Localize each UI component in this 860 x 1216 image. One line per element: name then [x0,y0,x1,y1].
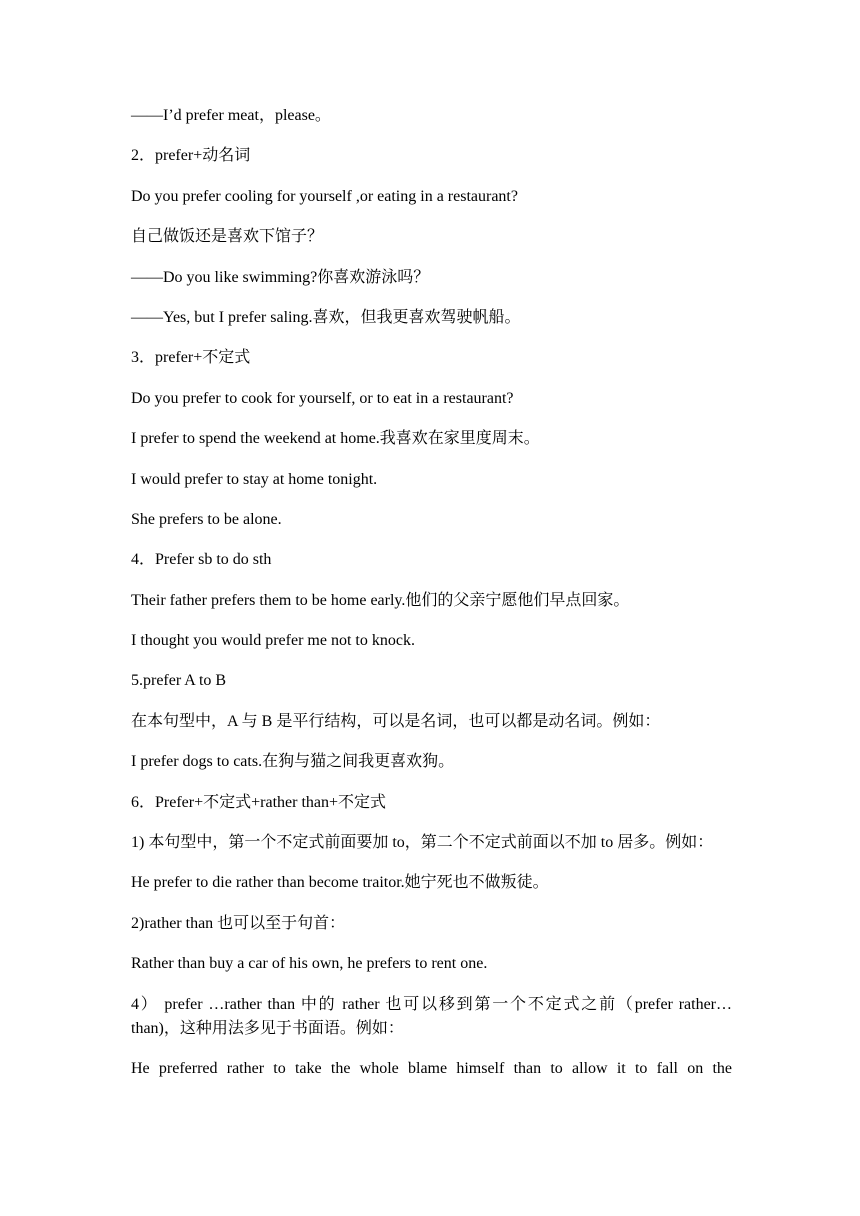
example-sentence: He prefer to die rather than become traitor.她宁死也不做叛徒。 [131,874,549,892]
document-body [131,104,732,1097]
dialogue-line: ——Yes, but I prefer saling.喜欢，但我更喜欢驾驶帆船。 [131,308,521,326]
example-sentence: Rather than buy a car of his own, he prefers to rent one. [131,955,488,973]
translation-line: 自己做饭还是喜欢下馆子？ [131,228,324,246]
explanation-paragraph: 1) 本句型中，第一个不定式前面要加 to，第二个不定式前面以不加 to 居多。例如： [131,834,714,852]
explanation-line: 在本句型中，A 与 B 是平行结构，可以是名词，也可以都是动名词。例如： [131,712,661,730]
example-sentence: He preferred rather to take the whole blame himself than to allow it to fall on the [131,1059,732,1077]
explanation-line: 2)rather than 也可以至于句首： [131,914,346,932]
dialogue-line: ——I’d prefer meat，please。 [131,107,331,124]
section-heading: 3．prefer+不定式 [131,349,251,367]
example-sentence: I would prefer to stay at home tonight. [131,470,378,488]
section-heading: 4．Prefer sb to do sth [131,551,272,569]
example-sentence: I thought you would prefer me not to knock. [131,632,415,650]
example-sentence: Their father prefers them to be home early.他们的父亲宁愿他们早点回家。 [131,591,630,609]
section-heading: 6．Prefer+不定式+rather than+不定式 [131,793,387,811]
dialogue-line: ——Do you like swimming?你喜欢游泳吗？ [131,268,430,286]
section-heading: 2．prefer+动名词 [131,147,251,165]
example-sentence: I prefer dogs to cats.在狗与猫之间我更喜欢狗。 [131,753,455,771]
example-sentence: Do you prefer cooling for yourself ,or eating in a restaurant? [131,187,518,205]
example-sentence: Do you prefer to cook for yourself, or to eat in a restaurant? [131,389,514,407]
example-sentence: She prefers to be alone. [131,510,282,528]
explanation-paragraph: 4） prefer …rather than 中的 rather 也可以移到第一个不定式之前（prefer rather…than)，这种用法多见于书面语。例如： [131,995,732,1037]
section-heading: 5.prefer A to B [131,672,227,690]
example-sentence: I prefer to spend the weekend at home.我喜欢在家里度周末。 [131,430,540,448]
